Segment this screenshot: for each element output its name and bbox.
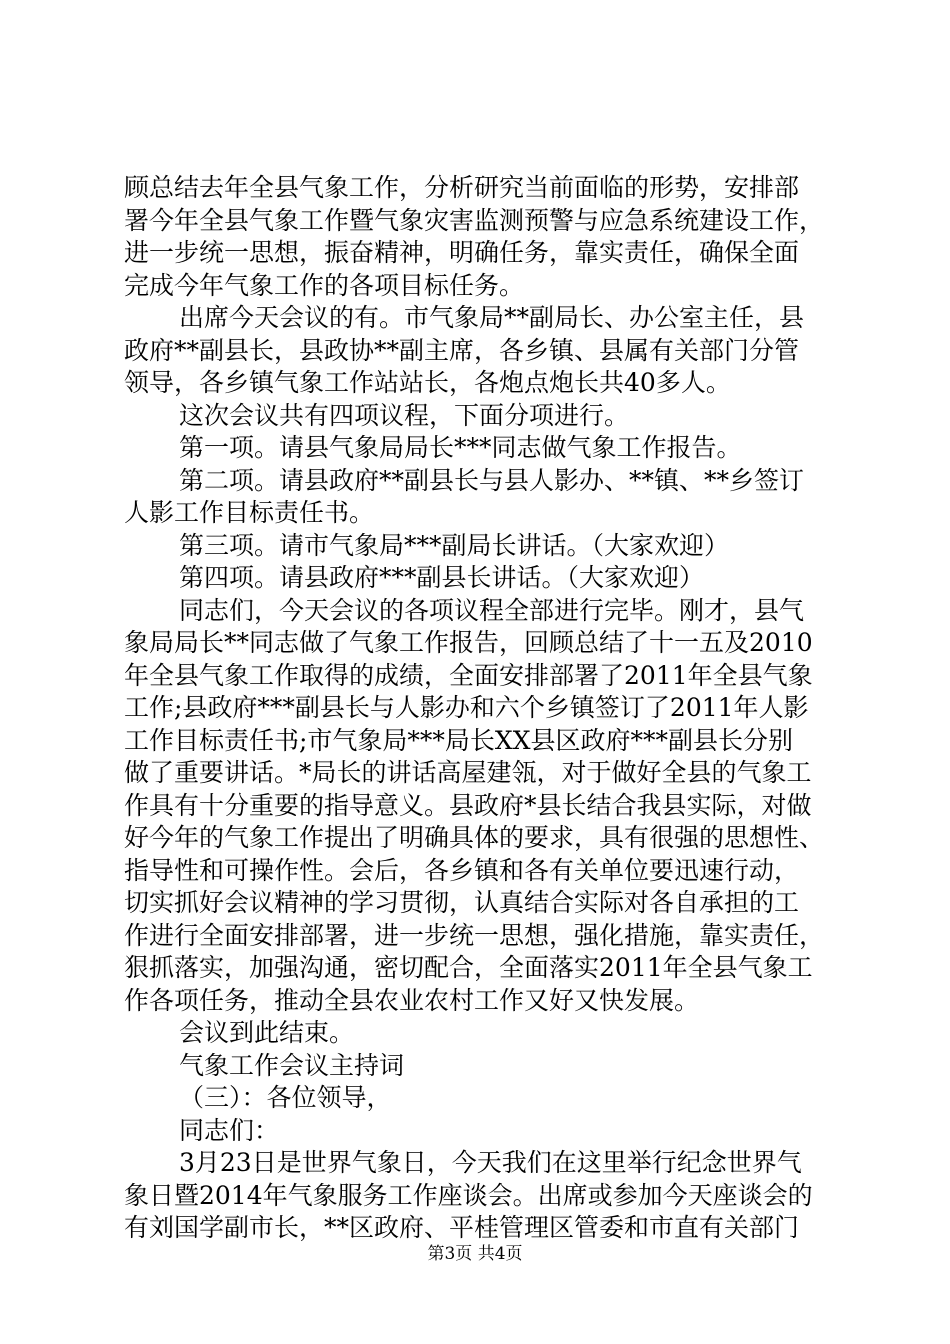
- text-line: 好今年的气象工作提出了明确具体的要求，具有很强的思想性、: [124, 823, 825, 852]
- text-line: 第三项。请市气象局***副局长讲话。（大家欢迎）: [179, 530, 730, 560]
- text-line: 工作;县政府***副县长与人影办和六个乡镇签订了2011年人影: [124, 693, 809, 722]
- text-line: 进一步统一思想，振奋精神，明确任务，靠实责任，确保全面: [124, 238, 800, 267]
- text-line: 做了重要讲话。*局长的讲话高屋建瓴，对于做好全县的气象工: [124, 758, 812, 787]
- text-line: 3月23日是世界气象日，今天我们在这里举行纪念世界气: [179, 1148, 802, 1177]
- text-line: 政府**副县长，县政协**副主席，各乡镇、县属有关部门分管: [124, 335, 800, 365]
- text-line: 作进行全面安排部署，进一步统一思想，强化措施，靠实责任，: [124, 920, 825, 950]
- text-line: 指导性和可操作性。会后，各乡镇和各有关单位要迅速行动，: [124, 855, 800, 885]
- text-line: 同志们：: [179, 1115, 280, 1145]
- text-line: 领导，各乡镇气象工作站站长，各炮点炮长共40多人。: [124, 368, 731, 397]
- text-line: 有刘国学副市长，**区政府、平桂管理区管委和市直有关部门: [124, 1213, 800, 1242]
- document-body: [124, 172, 836, 1245]
- text-line: 第一项。请县气象局局长***同志做气象工作报告。: [179, 433, 742, 462]
- text-line: 切实抓好会议精神的学习贯彻，认真结合实际对各自承担的工: [124, 888, 800, 917]
- text-line: 工作目标责任书;市气象局***局长XX县区政府***副县长分别: [124, 725, 794, 755]
- text-line: 人影工作目标责任书。: [124, 498, 375, 527]
- text-line: 气象工作会议主持词: [179, 1050, 405, 1080]
- text-line: 署今年全县气象工作暨气象灾害监测预警与应急系统建设工作，: [124, 205, 825, 235]
- text-line: 第二项。请县政府**副县长与县人影办、**镇、**乡签订: [179, 465, 805, 495]
- text-line: 出席今天会议的有。市气象局**副局长、办公室主任，县: [179, 303, 805, 332]
- text-line: 狠抓落实，加强沟通，密切配合，全面落实2011年全县气象工: [124, 953, 813, 982]
- text-line: 作各项任务，推动全县农业农村工作又好又快发展。: [124, 985, 700, 1015]
- page-footer: 第3页 共4页: [427, 1244, 523, 1264]
- text-line: 这次会议共有四项议程，下面分项进行。: [179, 400, 630, 430]
- text-line: 顾总结去年全县气象工作，分析研究当前面临的形势，安排部: [124, 173, 800, 202]
- text-line: 象日暨2014年气象服务工作座谈会。出席或参加今天座谈会的: [124, 1180, 813, 1210]
- text-line: 年全县气象工作取得的成绩，全面安排部署了2011年全县气象: [124, 660, 813, 690]
- text-line: 象局局长**同志做了气象工作报告，回顾总结了十一五及2010: [124, 628, 813, 657]
- text-line: （三）：各位领导，: [179, 1083, 392, 1112]
- text-line: 同志们，今天会议的各项议程全部进行完毕。刚才，县气: [179, 595, 805, 625]
- text-line: 第四项。请县政府***副县长讲话。（大家欢迎）: [179, 563, 705, 592]
- text-line: 会议到此结束。: [179, 1018, 355, 1047]
- text-line: 作具有十分重要的指导意义。县政府*县长结合我县实际，对做: [124, 790, 812, 820]
- text-line: 完成今年气象工作的各项目标任务。: [124, 270, 525, 300]
